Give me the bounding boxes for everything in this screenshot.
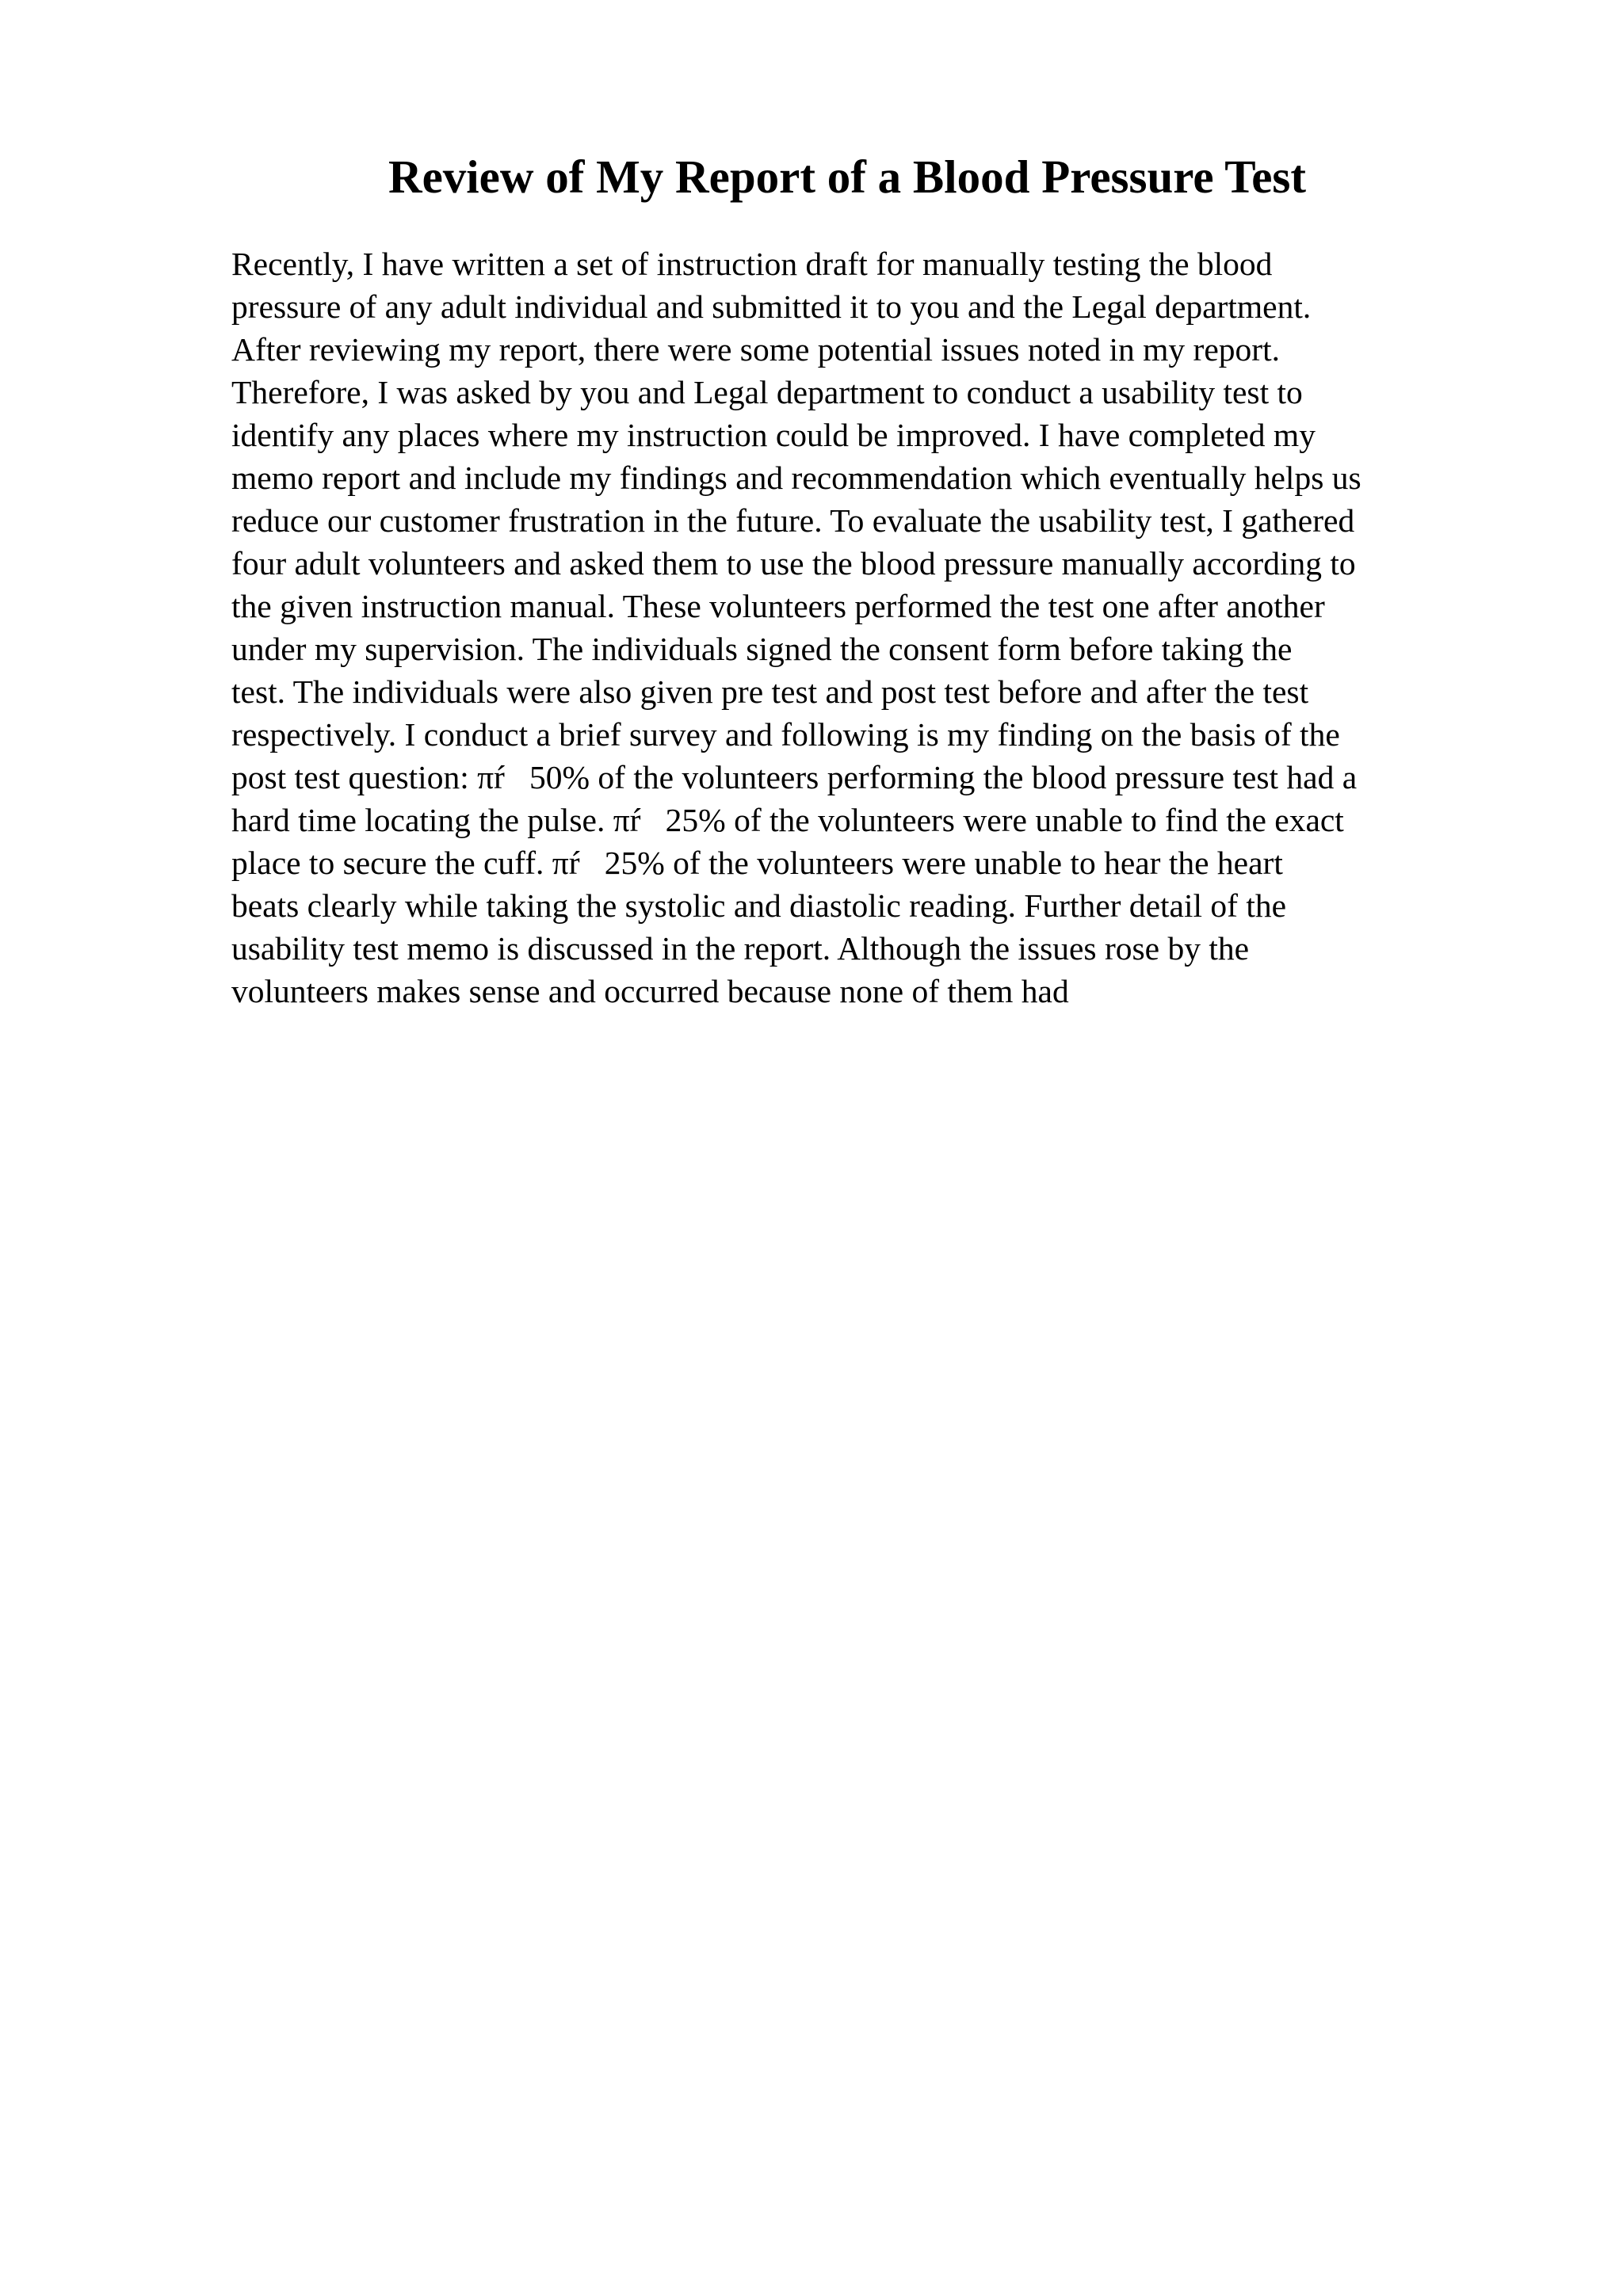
body-line: place to secure the cuff. πŕ 25% of the volunteers were unable to hear the heart	[231, 845, 1283, 881]
body-line: the given instruction manual. These volunteers performed the test one after another	[231, 588, 1325, 624]
body-line: beats clearly while taking the systolic and diastolic reading. Further detail of the	[231, 887, 1287, 924]
body-line: four adult volunteers and asked them to use the blood pressure manually according to	[231, 545, 1356, 582]
body-line: under my supervision. The individuals signed the consent form before taking the	[231, 631, 1293, 667]
body-line: Therefore, I was asked by you and Legal department to conduct a usability test to	[231, 374, 1303, 410]
body-line: volunteers makes sense and occurred because none of them had	[231, 973, 1069, 1009]
document-title: Review of My Report of a Blood Pressure Test	[388, 151, 1307, 203]
body-line: respectively. I conduct a brief survey and following is my finding on the basis of the	[231, 716, 1340, 753]
body-line: identify any places where my instruction could be improved. I have completed my	[231, 417, 1316, 453]
body-line: post test question: πŕ 50% of the volunteers performing the blood pressure test had a	[231, 759, 1358, 795]
body-line: usability test memo is discussed in the report. Although the issues rose by the	[231, 930, 1250, 967]
body-line: Recently, I have written a set of instruction draft for manually testing the blood	[231, 246, 1273, 282]
document-body	[231, 242, 1531, 1013]
body-line: test. The individuals were also given pre test and post test before and after the test	[231, 673, 1309, 710]
body-line: memo report and include my findings and recommendation which eventually helps us	[231, 460, 1361, 496]
body-line: reduce our customer frustration in the future. To evaluate the usability test, I gathered	[231, 502, 1355, 539]
body-line: hard time locating the pulse. πŕ 25% of the volunteers were unable to find the exact	[231, 802, 1344, 838]
body-line: pressure of any adult individual and submitted it to you and the Legal department.	[231, 288, 1312, 325]
body-line: After reviewing my report, there were some potential issues noted in my report.	[231, 331, 1280, 368]
